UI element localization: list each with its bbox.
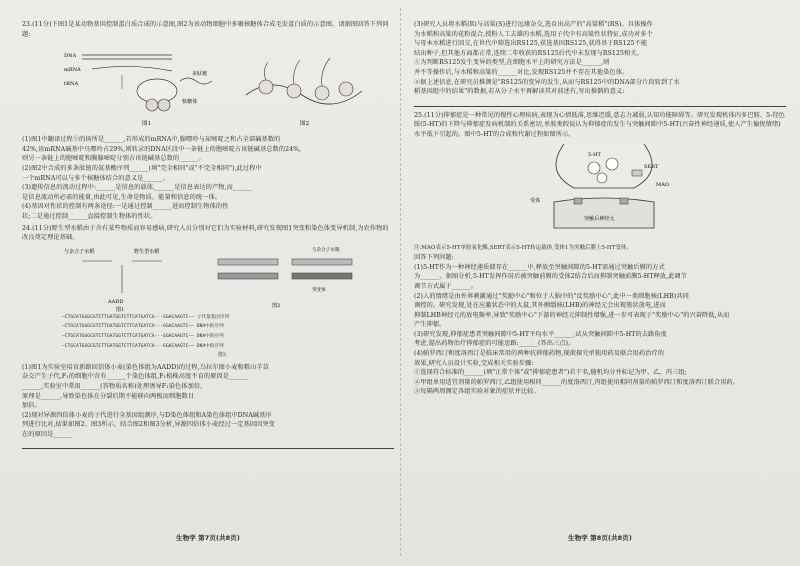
seq-line-4: —CTGCATGGGCGTCTTGATGGTCTTCATGATCA···GGACAAGTC—— DNA中的序列 [62,343,224,349]
fig1-dna-label: DNA [64,53,77,60]
q25-line-9: (3)研究发现,抑郁症患者突触间隙中5-HT平均水平______,试从突触间隙中5-HT的去路角度 [414,330,667,338]
q25-figure-wrap [414,140,786,244]
fig3-cap3: 图3 [217,352,227,359]
q25-line-13: ①选择符合标准的______(填"正常个体"或"抑郁症患者")若干名,随机均分并标记为甲、乙、丙三组; [414,369,687,377]
q24-line-5: 加倍。 [22,402,41,410]
q25-line-3: 为______。据图分析,5-HT发挥作用后被突触前膜的受体2结合后而抑制突触前膜5-HT释放,此调节 [414,273,688,281]
q24-cont-1: (3)研究人员将水稻(R)与高粱(S)进行远缘杂交,选育出高产的"高粱稻"(RS)。具体操作 [414,21,653,28]
fig3-cap1: 图1 [116,306,125,313]
figure-3-chromosomes [212,243,382,313]
figure-3-crossing [62,243,202,313]
q23-line-7: 是信息流动所必需的能量,由此可见,生命是物质、能量和信息的统一体。 [22,193,222,201]
fig3-label-b: 野生型水稻 [134,248,160,255]
synapse-figure [524,142,684,234]
answer-line [22,439,394,449]
fig1-trna-label: tRNA [64,81,79,88]
q23-line-4: (2)图2中合成的多条肽链的氨基酸序列______(填"完全相同"或"不完全相同"),此过程中 [22,164,262,172]
page-8 [414,20,786,550]
fig1-peptide-label: 多肽链 [192,71,208,78]
q24-cont-8: 稻基因组中的结果"的数据,若从分子水平再解读其对前述有,写出推倒的意义: [414,88,625,96]
q24-line-4: 原理是______,导致染色体在分裂后期不能移向两极而细胞数目 [22,392,195,400]
q25-line-10: 考虑,提出药物治疗抑郁症的可能思路:______(答出三点)。 [414,340,575,348]
page-footer-8: 生物学 第8页(共8页) [568,534,632,543]
q25-line-7: 抑制LHB神经元的放电频率,导致"奖励中心"下游的神经元抑制性增强,进一步可表现于"奖励中心"的兴奋降低,从而 [414,311,730,319]
q24-cont-5: ①为判断RS125发生变异的类型,在细胞水平上的研究方法是______,则 [414,59,610,67]
page-7 [22,20,394,550]
seq-line-1: —CTGCATGGGCGTCTTGATGGTCTTCATGATCA···GGACAAGTC—— 子代某基因序列 [62,314,230,320]
q24-line-3: ______,实验室中常用______(答物质名称)处理诱导F₁染色体加倍, [22,382,203,390]
fig1-caption: 图1 [142,121,152,128]
fig4-vesicle-label: 5-HT [588,151,601,158]
q25-line-2: (1)5-HT作为一种神经递质储存在______中,释放至突触间隙的5-HT需通过突触后膜的方式 [414,263,665,271]
figure-2 [242,45,372,129]
answer-line [414,97,786,107]
q23-line-2: 42%,该mRNA碱基中鸟嘌呤占29%,则转录的DNA区段中一条链上的胞嘧啶占该链碱基总数的24%, [22,145,302,153]
q24-cont-4: 结出种子,但其他方面都正常,连续二年收获的RS125后代中未发现与RS125相关。 [414,49,643,57]
q24-cont-7: ②据上述信息,在研究员推测是"RS125的变异的发生,从而与RS125中的DNA部分片段转到了水 [414,78,680,86]
fig4-note: 注:MAO表示5-HT单胺氧化酶,SERT表示5-HT转运载体,受体1为突触后膜上5-HT受体。 [414,244,632,251]
q24-figures [22,243,394,363]
page-gutter [400,8,401,556]
q25-line-6: 调控的。研究发现,处在应激状态中的大鼠,其外侧缰核(LHB)的神经元会出现簇状放电,进而 [414,302,666,310]
page-footer-7: 生物学 第7页(共8页) [176,534,240,543]
fig4-mao-label: MAO [656,181,670,188]
figure-1 [62,41,232,129]
figure-3-sequences [62,313,382,361]
fig3-label-d: 突变体 [312,287,326,293]
q25-line-1: 回答下列问题: [414,254,454,262]
q24-line-7: 列进行比对,结果如图2、图3所示。结合图2和图3分析,异源四倍体小麦经过一定基因因突变 [22,421,275,429]
q25-line-5: (2)人的情绪是由外界刺激通过"奖励中心"和位于人脑中的"反奖励中心",此中一类细胞核(LHB)共同 [414,292,689,300]
q25-line-15: ③每隔两周测定各组实验对象的症状并比较。 [414,388,540,396]
fig3-label-e: AADD [108,298,124,305]
seq-line-3: —CTGCATGGGCGTCTTGATGGTCTTCATGATCA···GGACAAGTC—— DNA中的序列 [62,333,224,339]
q23-line-9: 状;二是通过控制______直接控制生物体的性状。 [22,212,157,220]
fig3-label-a: 与杂合子水稻 [64,248,95,255]
q23-line-8: (4)基因对性状的控制有两条途径:一是通过控制______进而控制生物体的性 [22,203,229,211]
seq-line-2: —CTGCATGGGCGTCTTGATGGTCTTCATGATCA···GGACAAGTC—— DNA中的序列 [62,324,224,330]
q24-cont-3: 与母本水稻进行回交,在世代中筛选出RS125,获选基因RS125,获得基于RS125不能 [414,40,648,48]
q24-line-8: 在的原因是______ [22,430,73,438]
q23-line-1: (1)图1中翻译过程①的场所是______,若形成的mRNA中,腺嘌呤与尿嘧啶之和占全部碱基数的 [22,136,281,144]
fig3-label-c: 与杂合子水稻 [312,247,340,253]
q23-heading: 23.(11分)下图1是某动物基因控制蛋白质合成的示意图,图2为该动物细胞中多聚核糖体合成毛发蛋白质的示意图。请据图回答下列问题: [22,21,389,38]
fig4-sert-label: SERT [644,163,659,170]
q24-cont-6: 并不等操作后,与水稻和高粱的______对比,发现RS125并不存在其他染色体。 [414,68,629,76]
q24-heading: 24.(11分)野生型水稻由于含有某些物质而容易感病,研究人员分别对它们为实验材料,研究发现图1突变和染色体变异机制,为农作物的改良奠定理论基础。 [22,224,389,242]
q24-line-6: (2)现对异源四倍体小麦的子代进行全基因组测序,与D染色体组和A染色体组中DNA碱基序 [22,411,272,419]
fig1-ribosome-label: 核糖体 [182,99,198,106]
q25-line-8: 产生抑郁。 [414,321,446,329]
q25-line-12: 效果,研究人员设计实验,完成相关实验步骤: [414,359,534,367]
q25-line-14: ②甲组单用适宜剂量的帕罗西汀,乙组使用相同______的度洛西汀,丙组使用相同剂量的帕罗西汀和度洛西汀联合用药。 [414,378,740,386]
q25-heading: 25.(11分)抑郁症是一种常见的慢性心理疾病,表现为心情低落,思维迟缓,意志力减弱,认知功能障碍等。研究发现机体内多巴胺、5-羟色胺(5-HT)的下降与抑郁症发病机制的关系密切,单胺类假说认为抑郁症的发生与突触间隙中5-HT(兴奋性神经递质,使人产生愉悦情绪)水平低下引起的。图中5-HT的合成和代谢过程如图所示。 [414,111,785,138]
fig4-postsyn-label: 突触后神经元 [584,215,615,222]
fig1-mrna-label: mRNA [64,67,81,74]
q23-figures [22,39,394,135]
fig3-cap2: 图2 [272,302,281,309]
fig4-receptor-label: 受体 [530,197,541,204]
q24-line-2: 杂交产生子代,F₁的细胞中含有______个染色体组,F₁植株高度不育的原因是______ [22,373,249,381]
q23-line-5: 一个mRNA可以与多个核糖体结合的意义是______。 [22,174,169,182]
q25-line-4: 调节方式属于______。 [414,282,478,290]
q24-cont-2: 为水稻和高粱的花粉混合,授粉人工去雄的水稻,选用子代中有高粱性状特征,成功对多个 [414,30,653,38]
fig2-caption: 图2 [300,121,310,128]
q23-line-3: 则另一条链上的胞嘧啶和胸腺嘧啶分别占该链碱基总数的______。 [22,155,205,163]
q24-line-1: (1)图1为实验室培育新路回信体小麦(染色体组为AADD)的过程,乌拉尔图小麦和粗山羊草 [22,363,269,371]
q23-line-6: (3)遗传信息的流动过程中:______是信息的载体,______是信息表达的产物,而______ [22,184,253,192]
q25-line-11: (4)帕罗西汀和度洛西汀是临床常用的两种抗抑郁药物,现欲探究单独用药及联合用药治疗的 [414,350,665,358]
